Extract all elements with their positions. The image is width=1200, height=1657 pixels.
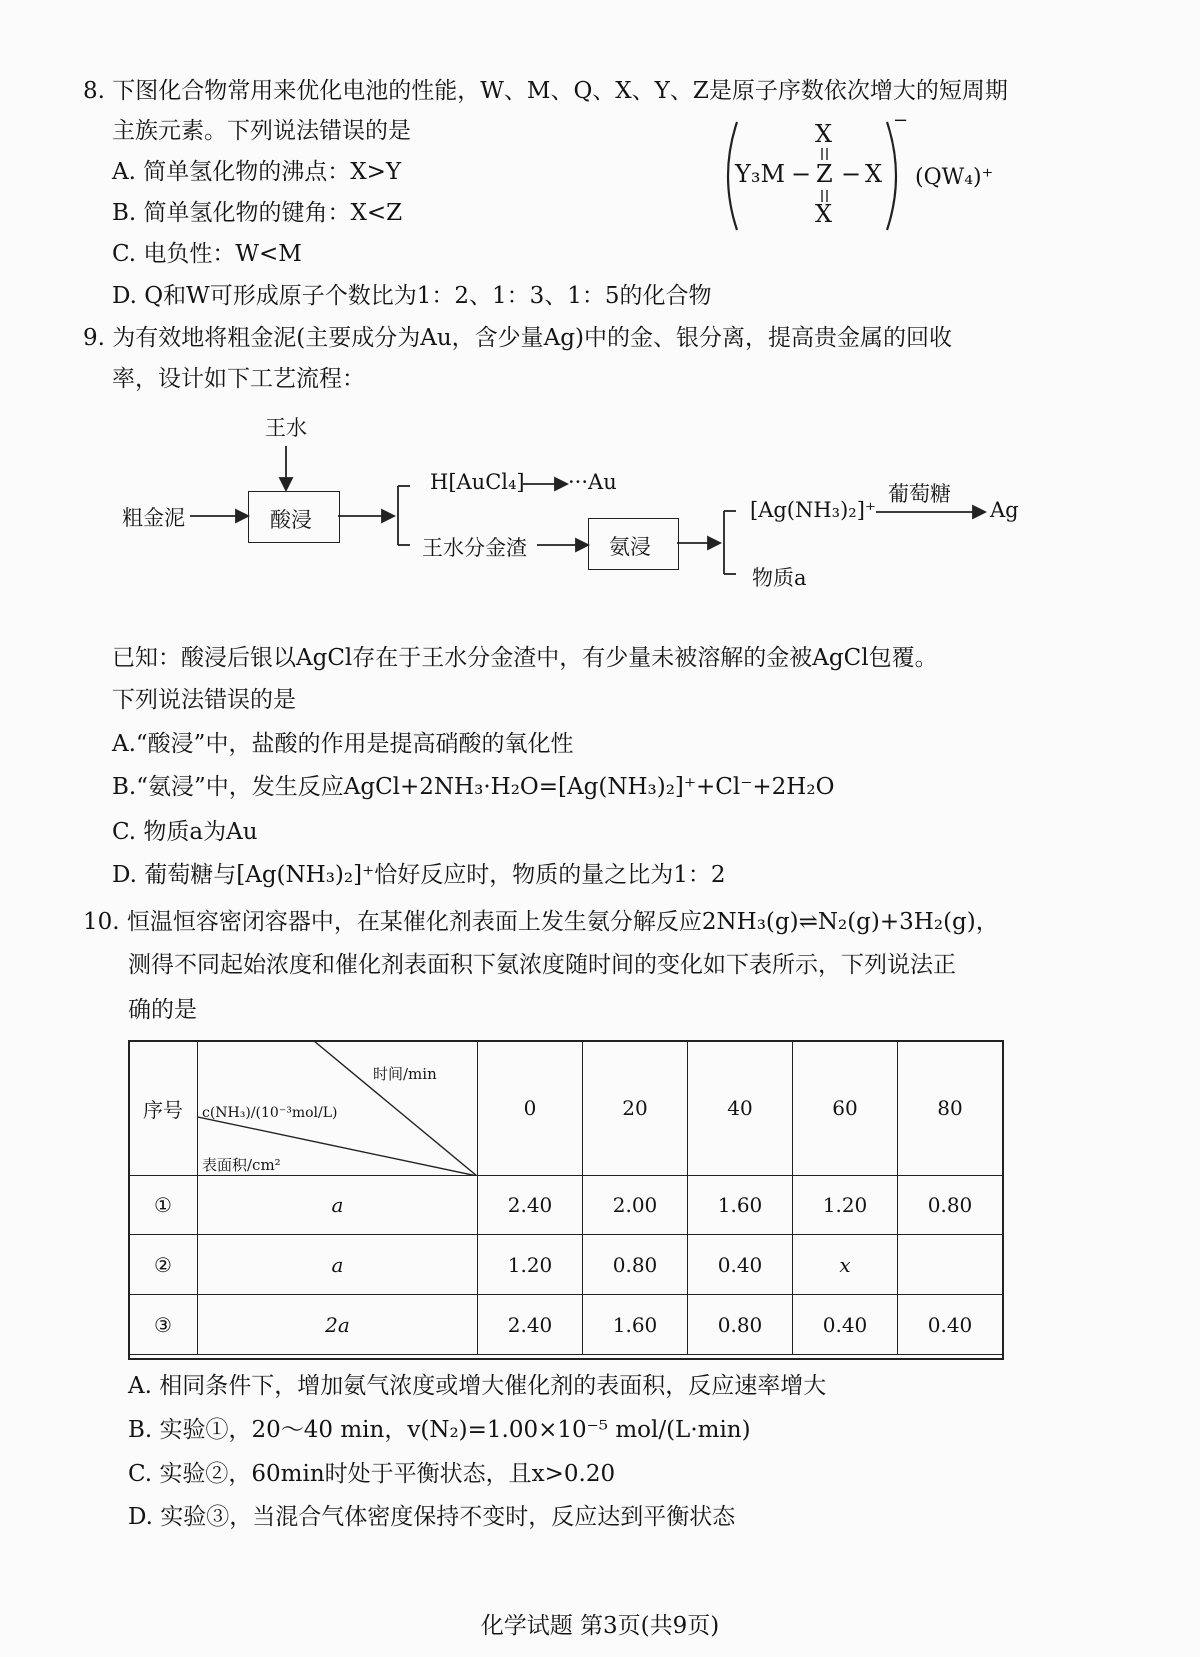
anion-charge: − (893, 112, 909, 131)
q9-option-a: A.“酸浸”中，盐酸的作用是提高硝酸的氧化性 (112, 731, 574, 757)
x-top: X (815, 120, 833, 148)
row-area: 2a (198, 1295, 478, 1355)
row-value: 0.40 (898, 1295, 1003, 1355)
row-value: 2.00 (583, 1176, 688, 1235)
ammonia-leach-label: 氨浸 (609, 535, 651, 559)
cation: (QW₄)⁺ (915, 165, 994, 190)
row-area: a (198, 1176, 478, 1235)
header-time-40: 40 (688, 1041, 793, 1176)
row-value: 1.60 (688, 1176, 793, 1235)
q10-data-table (128, 1040, 1003, 1355)
header-concentration: c(NH₃)/(10⁻³mol/L) (202, 1105, 338, 1121)
row-value: 0.80 (583, 1235, 688, 1295)
q8-option-a: A. 简单氢化物的沸点：X>Y (112, 159, 402, 185)
header-area: 表面积/cm² (202, 1156, 281, 1174)
row-value: 0.40 (793, 1295, 898, 1355)
q9-stem-line1: 9. 为有效地将粗金泥(主要成分为Au，含少量Ag)中的金、银分离，提高贵金属的回收 (83, 325, 952, 351)
page-footer: 化学试题 第3页(共9页) (480, 1613, 720, 1639)
header-time-60: 60 (793, 1041, 898, 1176)
right-bracket (887, 122, 896, 230)
header-index: 序号 (129, 1041, 198, 1176)
header-time-0: 0 (478, 1041, 583, 1176)
y3m: Y₃M (735, 160, 786, 188)
q8-stem-line2: 主族元素。下列说法错误的是 (112, 118, 411, 144)
q10-option-c: C. 实验②，60min时处于平衡状态，且x>0.20 (128, 1461, 616, 1487)
glucose-label: 葡萄糖 (888, 482, 951, 506)
q9-known: 已知：酸浸后银以AgCl存在于王水分金渣中，有少量未被溶解的金被AgCl包覆。 (112, 645, 938, 671)
x-bottom: X (815, 200, 833, 228)
bond-left: − (791, 160, 812, 188)
row-value: 0.80 (688, 1295, 793, 1355)
au-product-label: ···Au (568, 470, 617, 494)
header-time-80: 80 (898, 1041, 1003, 1176)
table-row (129, 1176, 1003, 1235)
q8-option-b: B. 简单氢化物的键角：X<Z (112, 200, 403, 226)
residue-label: 王水分金渣 (422, 536, 527, 560)
acid-leach-label: 酸浸 (270, 508, 312, 532)
q9-ask: 下列说法错误的是 (112, 687, 296, 713)
row-value: x (793, 1235, 898, 1295)
table-row (129, 1235, 1003, 1295)
q9-option-b: B.“氨浸”中，发生反应AgCl+2NH₃·H₂O=[Ag(NH₃)₂]⁺+Cl⁻+2H₂O (112, 774, 835, 800)
row-index: ③ (129, 1295, 198, 1355)
row-area: a (198, 1235, 478, 1295)
x-right: X (865, 160, 883, 188)
row-value: 0.80 (898, 1176, 1003, 1235)
q9-flow-diagram (0, 416, 1200, 630)
q10-stem-line2: 测得不同起始浓度和催化剂表面积下氨浓度随时间的变化如下表所示，下列说法正 (128, 952, 956, 978)
row-value: 2.40 (478, 1295, 583, 1355)
q10-stem-line3: 确的是 (128, 997, 197, 1023)
row-value: 0.40 (688, 1235, 793, 1295)
q8-stem-line1: 8. 下图化合物常用来优化电池的性能，W、M、Q、X、Y、Z是原子序数依次增大的短周期 (83, 78, 1008, 104)
q10-option-d: D. 实验③，当混合气体密度保持不变时，反应达到平衡状态 (128, 1504, 736, 1530)
row-value (898, 1235, 1003, 1295)
z-center: Z (816, 160, 833, 188)
q9-option-d: D. 葡萄糖与[Ag(NH₃)₂]⁺恰好反应时，物质的量之比为1：2 (112, 862, 726, 888)
silver-ammonia-label: [Ag(NH₃)₂]⁺ (750, 498, 876, 522)
ag-product-label: Ag (990, 498, 1019, 522)
reagent-aqua-regia: 王水 (265, 416, 307, 440)
row-value: 1.20 (793, 1176, 898, 1235)
header-time-20: 20 (583, 1041, 688, 1176)
q8-option-c: C. 电负性：W<M (112, 241, 302, 267)
q9-option-c: C. 物质a为Au (112, 819, 258, 845)
row-value: 1.20 (478, 1235, 583, 1295)
q10-stem-line1: 10. 恒温恒容密闭容器中，在某催化剂表面上发生氨分解反应2NH₃(g)⇌N₂(g)+3H₂(g)， (83, 909, 999, 935)
row-value: 2.40 (478, 1176, 583, 1235)
row-value: 1.60 (583, 1295, 688, 1355)
bond-right: − (841, 160, 862, 188)
q8-option-d: D. Q和W可形成原子个数比为1：2、1：3、1：5的化合物 (112, 283, 712, 309)
table-row (129, 1295, 1003, 1355)
q10-option-b: B. 实验①，20～40 min，v(N₂)=1.00×10⁻⁵ mol/(L·min) (128, 1417, 751, 1443)
haucl4-label: H[AuCl₄] (430, 470, 525, 494)
row-index: ① (129, 1176, 198, 1235)
header-time: 时间/min (373, 1065, 437, 1083)
q10-option-a: A. 相同条件下，增加氨气浓度或增大催化剂的表面积，反应速率增大 (128, 1373, 827, 1399)
q8-structure-formula (715, 112, 1015, 240)
substance-a-label: 物质a (752, 566, 807, 590)
row-index: ② (129, 1235, 198, 1295)
header-diagonal-cell (198, 1041, 478, 1176)
q9-stem-line2: 率，设计如下工艺流程： (112, 366, 365, 392)
start-crude-gold-mud: 粗金泥 (122, 506, 185, 530)
